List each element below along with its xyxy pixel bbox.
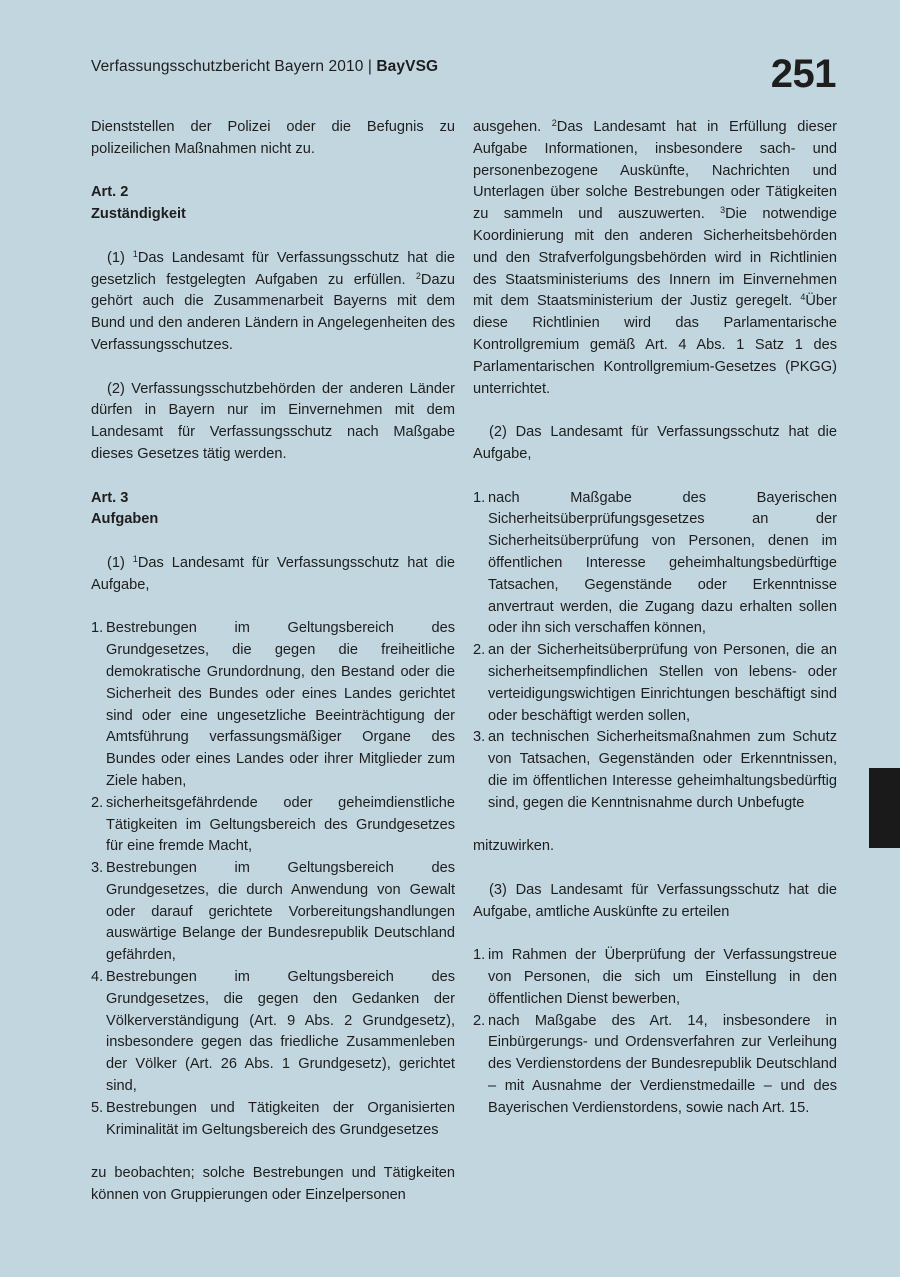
paragraph: Dienststellen der Polizei oder die Befugnis zu polizeilichen Maßnahmen nicht zu. [91,119,455,157]
article-title: Aufgaben [91,511,159,528]
list-item: 1. Bestrebungen im Geltungsbereich des Grundgesetzes, die gegen die freiheitliche demokratische Grundordnung, den Bestand oder die Sicherheit des Bundes oder eines Landes gerichtet sind oder eine ungesetzliche Beeinträchtigung der Amtsführung verfassungsmäßiger Organe des Bundes oder eines Landes oder ihrer Mitglieder zum Ziele haben, [91,620,455,789]
chapter-tab-marker [869,768,900,848]
list-item: 5. Bestrebungen und Tätigkeiten der Organisierten Kriminalität im Geltungsbereich des Grundgesetzes [91,1099,455,1138]
running-header [91,58,438,76]
paragraph: ausgehen. $^2$Das Landesamt hat in Erfüllung dieser Aufgabe Informationen, insbesondere sach- und personenbezogene Auskünfte, Nachrichten und Unterlagen über solche Bestrebungen oder Tätigkeiten zu sammeln und auszuwerten. $^3$Die notwendige Koordinierung mit den anderen Sicherheitsbehörden und den Strafverfolgungsbehörden wird in Richtlinien des Staatsministeriums des Innern im Einvernehmen mit dem Staatsministerium der Justiz geregelt. $^4$Über diese Richtlinien wird das Parlamentarische Kontrollgremium gemäß Art. 4 Abs. 1 Satz 1 des Parlamentarischen Kontrollgremium-Gesetzes (PKGG) unterrichtet. [473,118,838,397]
article-number: Art. 3 [91,489,129,506]
right-column [473,117,837,1120]
header-title-bold: BayVSG [376,58,439,75]
article-title: Zuständigkeit [91,206,186,223]
numbered-list [91,618,455,1141]
paragraph: (2) Verfassungsschutzbehörden der anderen Länder dürfen in Bayern nur im Einvernehmen mit dem Landesamt für Verfassungsschutz nach Maßgabe dieses Gesetzes tätig werden. [91,380,455,462]
paragraph: (1) $^1$Das Landesamt für Verfassungsschutz hat die gesetzlich festgelegten Aufgaben zu erfüllen. $^2$Dazu gehört auch die Zusammenarbeit Bayerns mit dem Bund und den anderen Ländern in Angelegenheiten des Verfassungsschutzes. [91,248,456,353]
header-title: Verfassungsschutzbericht Bayern 2010 | [91,58,372,75]
numbered-list [473,945,837,1119]
paragraph: (1) $^1$Das Landesamt für Verfassungsschutz hat die Aufgabe, [91,553,456,593]
list-item: 2. an der Sicherheitsüberprüfung von Personen, die an sicherheitsempfindlichen Stellen von lebens- oder verteidigungswichtigen Einrichtungen beschäftigt sind oder beschäftigt werden sollen, [473,642,837,724]
article-number: Art. 2 [91,184,129,201]
numbered-list [473,488,837,815]
list-item: 1. nach Maßgabe des Bayerischen Sicherheitsüberprüfungsgesetzes an der Sicherheitsüberprüfung von Personen, denen im öffentlichen Interesse geheimhaltungsbedürftige Tatsachen, Gegenstände oder Erkenntnisse anvertraut werden, die Zugang dazu erhalten sollen oder ihn sich verschaffen können, [473,489,837,637]
list-item: 2. sicherheitsgefährdende oder geheimdienstliche Tätigkeiten im Geltungsbereich des Grundgesetzes für eine fremde Macht, [91,794,455,855]
left-column [91,117,455,1207]
paragraph: (2) Das Landesamt für Verfassungsschutz hat die Aufgabe, [473,424,837,462]
list-item: 1. im Rahmen der Überprüfung der Verfassungstreue von Personen, die sich um Einstellung in den öffentlichen Dienst bewerben, [473,947,837,1007]
paragraph: (3) Das Landesamt für Verfassungsschutz hat die Aufgabe, amtliche Auskünfte zu erteilen [473,881,837,920]
list-item: 2. nach Maßgabe des Art. 14, insbesondere in Einbürgerungs- und Ordensverfahren zur Verleihung des Verdienstordens der Bundesrepublik Deutschland – mit Ausnahme der Verdienstmedaille – und des Bayerischen Verdienstordens, sowie nach Art. 15. [473,1012,837,1116]
list-item: 4. Bestrebungen im Geltungsbereich des Grundgesetzes, die gegen den Gedanken der Völkerverständigung (Art. 9 Abs. 2 Grundgesetz), insbesondere gegen das friedliche Zusammenleben der Völker (Art. 26 Abs. 1 Grundgesetz), gerichtet sind, [91,969,455,1095]
paragraph: zu beobachten; solche Bestrebungen und Tätigkeiten können von Gruppierungen oder Einzelpersonen [91,1165,455,1204]
list-item: 3. Bestrebungen im Geltungsbereich des Grundgesetzes, die durch Anwendung von Gewalt oder darauf gerichtete Vorbereitungshandlungen auswärtige Belange der Bundesrepublik Deutschland gefährden, [91,860,455,964]
paragraph: mitzuwirken. [473,838,555,855]
page-number: 251 [770,52,836,96]
list-item: 3. an technischen Sicherheitsmaßnahmen zum Schutz von Tatsachen, Gegenständen oder Erkenntnissen, die im öffentlichen Interesse geheimhaltungsbedürftig sind, gegen die Kenntnisnahme durch Unbefugte [473,729,837,811]
